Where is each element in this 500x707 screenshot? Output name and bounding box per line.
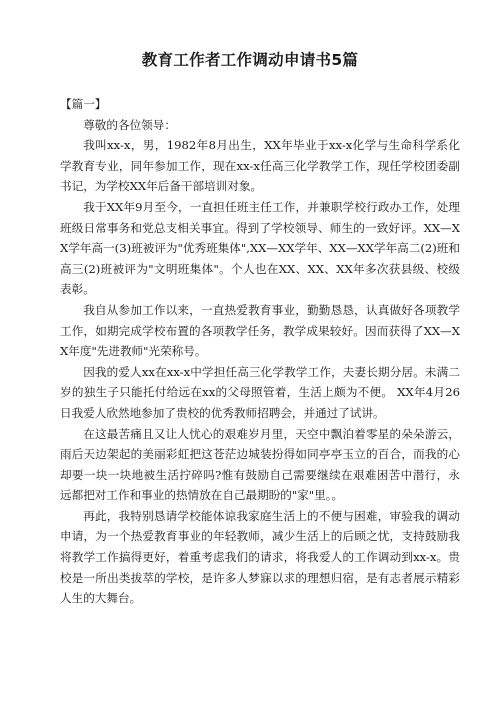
paragraph-5: 在这最苦痛且又让人忧心的艰难岁月里，天空中飘泊着零星的朵朵游云，雨后天边架起的美丽彩虹把这苍茫边城装扮得如同亭亭玉立的百合，而我的心却要一块一块地被生活拧碎吗?惟有鼓励自己需要继续在艰难困苦中潜行，永远都把对工作和事业的热情放在自己最期盼的"家"里。。: [60, 426, 460, 503]
paragraph-6: 再此，我特别恳请学校能体谅我家庭生活上的不便与困难，审验我的调动申请，为一个热爱教育事业的年轻教师，减少生活上的后顾之忧，支持鼓励我将教学工作搞得更好，着重考虑我们的请求，将我爱人的工作调动到xx-x。贵校是一所出类拔萃的学校，是许多人梦寐以求的理想归宿，是有志者展示精彩人生的大舞台。: [60, 508, 460, 606]
document-body: [60, 94, 460, 609]
section-label: 【篇一】: [60, 97, 107, 111]
paragraph-4: 因我的爱人xx在xx-x中学担任高三化学教学工作，夫妻长期分居。未满二岁的独生子只能托付给远在xx的父母照管着，生活上颇为不便。 XX年4月26日我爱人欣然地参加了贵校的优秀教师招聘会，并通过了试讲。: [60, 364, 460, 420]
salutation: 尊敬的各位领导：: [83, 117, 176, 132]
paragraph-2: 我于XX年9月至今，一直担任班主任工作，并兼职学校行政办工作，处理班级日常事务和党总支相关事宜。得到了学校领导、师生的一致好评。XX—XX学年高一(3)班被评为"优秀班集体",XX—XX学年、XX—XX学年高二(2)班和高三(2)班被评为"文明班集体"。个人也在XX、XX、XX年多次获县级、校级表彰。: [60, 199, 460, 297]
paragraph-3: 我自从参加工作以来，一直热爱教育事业，勤勤恳恳，认真做好各项教学工作，如期完成学校布置的各项教学任务，教学成果较好。因而获得了XX—XX年度"先进教师"光荣称号。: [60, 302, 460, 359]
document-title: 教育工作者工作调动申请书5篇: [141, 51, 359, 69]
paragraph-1: 我叫xx-x，男，1982年8月出生，XX年毕业于xx-x化学与生命科学系化学教育专业，同年参加工作，现在xx-x任高三化学教学工作，现任学校团委副书记，为学校XX年后备干部培训对象。: [60, 138, 460, 194]
